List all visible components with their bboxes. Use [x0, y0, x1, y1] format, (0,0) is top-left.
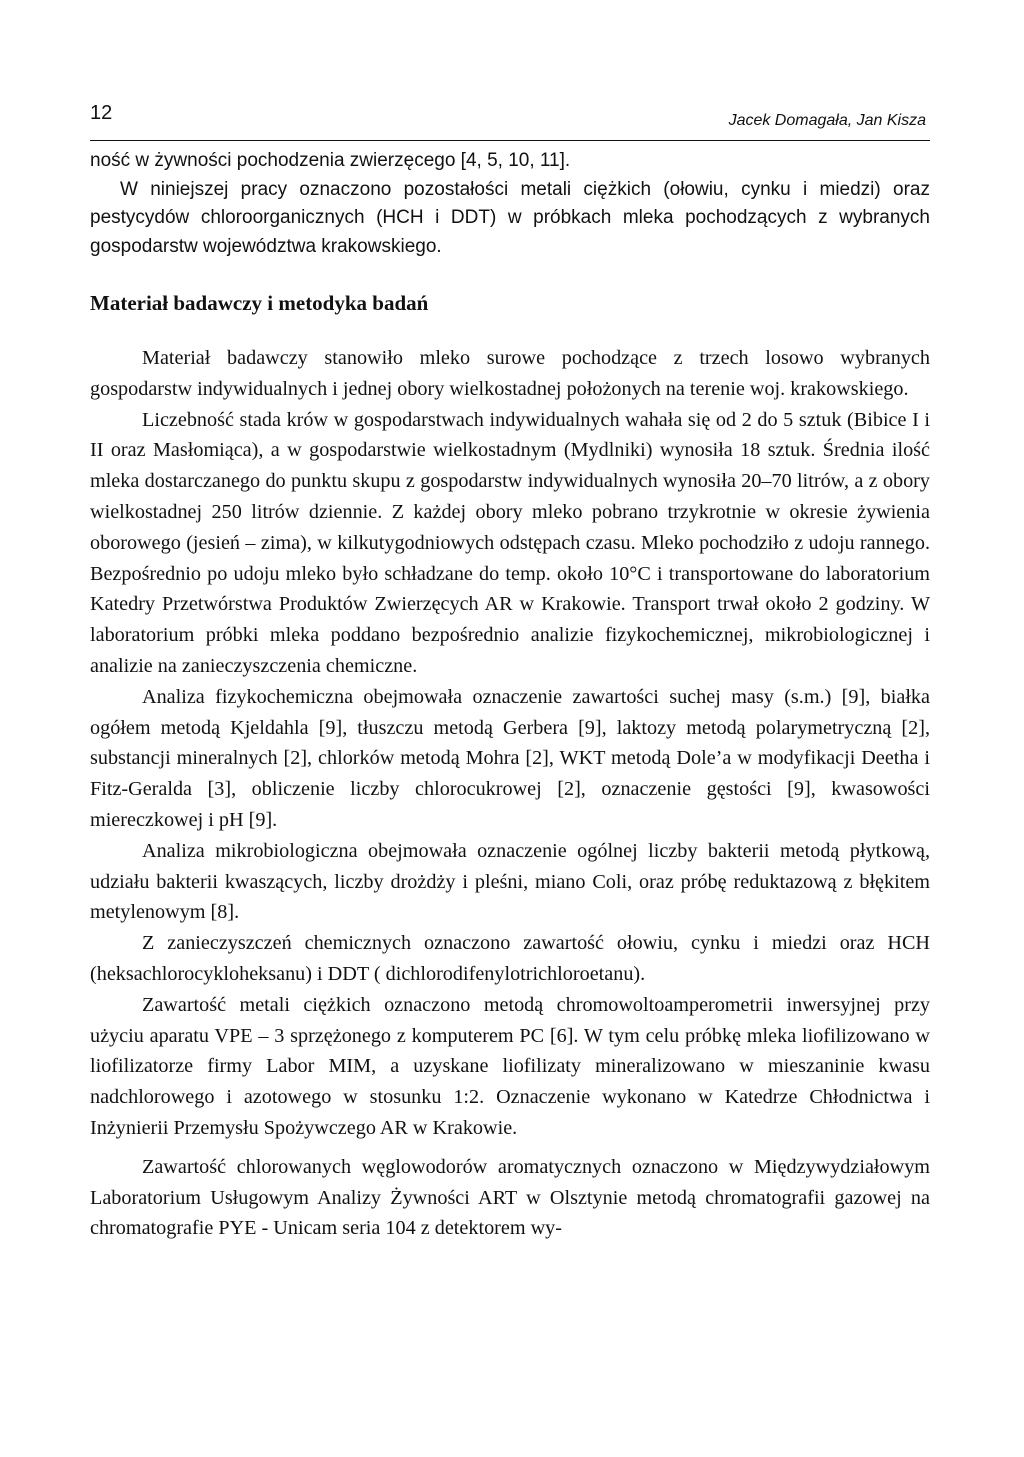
paragraph-microbiological: Analiza mikrobiologiczna obejmowała oznaczenie ogólnej liczby bakterii metodą płytkową, udziału bakterii kwaszących, liczby drożdży i pleśni, miano Coli, oraz próbę reduktazową z błękitem metylenowym [8].	[90, 839, 930, 924]
paragraph-heavy-metals: Zawartość metali ciężkich oznaczono metodą chromowoltoamperometrii inwersyjnej przy użyciu aparatu VPE – 3 sprzężonego z komputerem PC [6]. W tym celu próbkę mleka liofilizowano w liofilizatorze firmy Labor MIM, a uzyskane liofilizaty mineralizowano w mieszaninie kwasu nadchlorowego i azotowego w stosunku 1:2. Oznaczenie wykonano w Katedrze Chłodnictwa i Inżynierii Przemysłu Spożywczego AR w Krakowie.	[90, 993, 930, 1139]
paragraph-physicochemical: Analiza fizykochemiczna obejmowała oznaczenie zawartości suchej masy (s.m.) [9], białka ogółem metodą Kjeldahla [9], tłuszczu metodą Gerbera [9], laktozy metodą polarymetryczną [2], substancji mineralnych [2], chlorków metodą Mohra [2], WKT metodą Dole’a w modyfikacji Deetha i Fitz-Geralda [3], obliczenie liczby chlorocukrowej [2], oznaczenie gęstości [9], kwasowości miereczkowej i pH [9].	[90, 685, 930, 831]
paragraph-herd: Liczebność stada krów w gospodarstwach indywidualnych wahała się od 2 do 5 sztuk (Bibice I i II oraz Masłomiąca), a w gospodarstwie wielkostadnym (Mydlniki) wynosiła 18 sztuk. Średnia ilość mleka dostarczanego do punktu skupu z gospodarstw indywidualnych wynosiła 20–70 litrów, a z obory wielkostadnej 250 litrów dziennie. Z każdej obory mleko pobrano trzykrotnie w okresie żywienia oborowego (jesień – zima), w kilkutygodniowych odstępach czasu. Mleko pochodziło z udoju rannego. Bezpośrednio po udoju mleko było schładzane do temp. około 10°C i transportowane do laboratorium Katedry Przetwórstwa Produktów Zwierzęcych AR w Krakowie. Transport trwał około 2 godziny. W laboratorium próbki mleka poddano bezpośrednio analizie fizykochemicznej, mikrobiologicznej i analizie na zanieczyszczenia chemiczne.	[90, 408, 930, 677]
section-body	[90, 343, 930, 1244]
paragraph-chlorinated: Zawartość chlorowanych węglowodorów aromatycznych oznaczono w Międzywydziałowym Laboratorium Usługowym Analizy Żywności ART w Olsztynie metodą chromatografii gazowej na chromatografie PYE - Unicam seria 104 z detektorem wy-	[90, 1155, 930, 1240]
running-header	[90, 100, 930, 141]
intro-continuation: ność w żywności pochodzenia zwierzęcego [4, 5, 10, 11].	[90, 150, 571, 171]
paragraph-material: Materiał badawczy stanowiło mleko surowe pochodzące z trzech losowo wybranych gospodarstw indywidualnych i jednej obory wielkostadnej położonych na terenie woj. krakowskiego.	[90, 347, 930, 400]
page-number: 12	[90, 102, 113, 124]
intro-block	[90, 147, 930, 261]
page	[90, 100, 930, 1244]
running-authors: Jacek Domagała, Jan Kisza	[728, 112, 926, 129]
intro-paragraph: W niniejszej pracy oznaczono pozostałości metali ciężkich (ołowiu, cynku i miedzi) oraz pestycydów chloroorganicznych (HCH i DDT) w próbkach mleka pochodzących z wybranych gospodarstw województwa krakowskiego.	[90, 178, 930, 257]
paragraph-contaminants: Z zanieczyszczeń chemicznych oznaczono zawartość ołowiu, cynku i miedzi oraz HCH (heksachlorocykloheksanu) i DDT ( dichlorodifenylotrichloroetanu).	[90, 932, 930, 985]
section-heading: Materiał badawczy i metodyka badań	[90, 291, 429, 315]
